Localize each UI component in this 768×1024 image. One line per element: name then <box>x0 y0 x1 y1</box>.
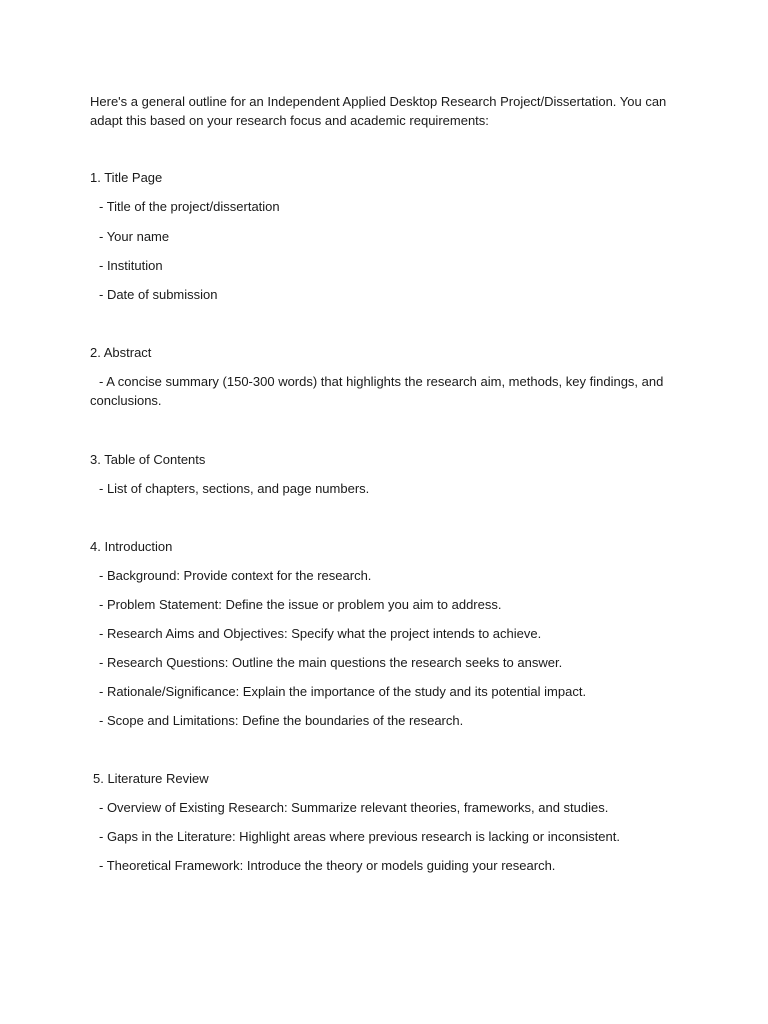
list-item: - Rationale/Significance: Explain the importance of the study and its potential impact. <box>99 684 587 699</box>
list-item: - Gaps in the Literature: Highlight areas where previous research is lacking or inconsistent. <box>99 829 620 844</box>
section-heading-introduction: 4. Introduction <box>90 539 173 554</box>
list-item: - Theoretical Framework: Introduce the theory or models guiding your research. <box>99 858 556 873</box>
intro-line-2: adapt this based on your research focus and academic requirements: <box>90 113 489 128</box>
abstract-line-2: conclusions. <box>90 393 162 408</box>
list-item: - Problem Statement: Define the issue or problem you aim to address. <box>99 597 502 612</box>
list-item: - Institution <box>99 258 163 273</box>
abstract-line-1: - A concise summary (150-300 words) that highlights the research aim, methods, key findings, and <box>99 374 664 389</box>
list-item: - Background: Provide context for the research. <box>99 568 372 583</box>
list-item: - Date of submission <box>99 287 218 302</box>
list-item: - Research Aims and Objectives: Specify what the project intends to achieve. <box>99 626 542 641</box>
section-heading-abstract: 2. Abstract <box>90 345 152 360</box>
intro-line-1: Here's a general outline for an Independent Applied Desktop Research Project/Dissertation. You can <box>90 94 667 109</box>
list-item: - Title of the project/dissertation <box>99 199 280 214</box>
list-item: - Your name <box>99 229 170 244</box>
list-item: - List of chapters, sections, and page numbers. <box>99 481 370 496</box>
list-item: - Research Questions: Outline the main questions the research seeks to answer. <box>99 655 563 670</box>
section-heading-toc: 3. Table of Contents <box>90 452 206 467</box>
section-heading-literature-review: 5. Literature Review <box>93 771 209 786</box>
list-item: - Scope and Limitations: Define the boundaries of the research. <box>99 713 464 728</box>
list-item: - Overview of Existing Research: Summarize relevant theories, frameworks, and studies. <box>99 800 609 815</box>
section-heading-title-page: 1. Title Page <box>90 170 163 185</box>
